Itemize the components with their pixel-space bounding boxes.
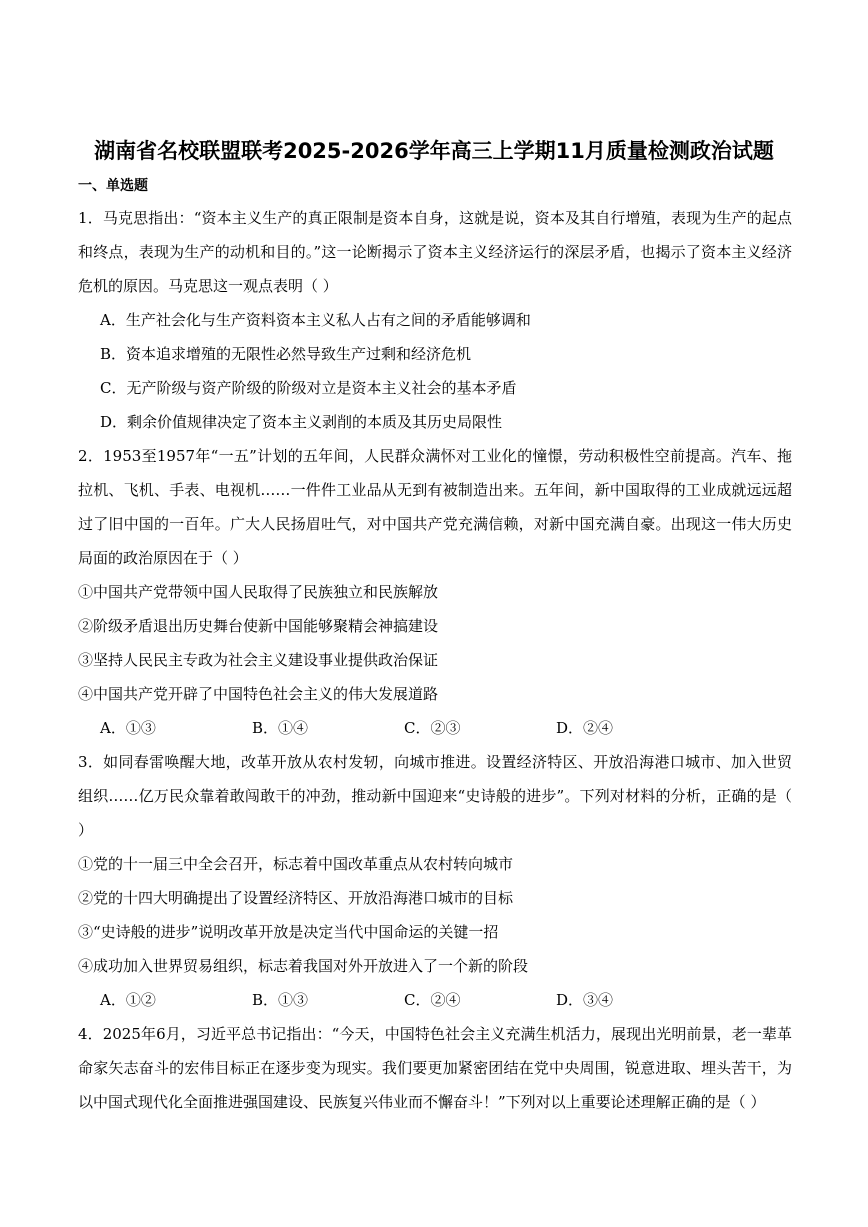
choice-c: C．②③ [404,719,461,737]
choice-row [78,711,792,745]
statement-3: ③“史诗般的进步”说明改革开放是决定当代中国命运的关键一招 [78,923,499,941]
choice-b: B．①③ [252,991,309,1009]
question-3 [78,745,792,1017]
statement-2: ②党的十四大明确提出了设置经济特区、开放沿海港口城市的目标 [78,889,514,907]
question-4 [78,1017,792,1119]
choice-row [78,983,792,1017]
page-title: 湖南省名校联盟联考2025-2026学年高三上学期11月质量检测政治试题 [94,139,774,163]
statement-4: ④中国共产党开辟了中国特色社会主义的伟大发展道路 [78,685,439,703]
choice-a: A．①③ [100,719,156,737]
choice-d: D．③④ [556,991,614,1009]
question-stem: 2．1953至1957年“一五”计划的五年间，人民群众满怀对工业化的憧憬，劳动积极性空前提高。汽车、拖拉机、飞机、手表、电视机……一件件工业品从无到有被制造出来。五年间，新中国取得的工业成就远远超过了旧中国的一百年。广大人民扬眉吐气，对中国共产党充满信赖，对新中国充满自豪。出现这一伟大历史局面的政治原因在于（ ） [78,447,792,567]
question-stem: 3．如同春雷唤醒大地，改革开放从农村发轫，向城市推进。设置经济特区、开放沿海港口城市、加入世贸组织……亿万民众靠着敢闯敢干的冲劲，推动新中国迎来“史诗般的进步”。下列对材料的分析，正确的是（ ） [78,753,792,839]
choice-b: B．①④ [252,719,309,737]
option-a: A．生产社会化与生产资料资本主义私人占有之间的矛盾能够调和 [100,311,531,329]
question-stem: 4．2025年6月，习近平总书记指出：“今天，中国特色社会主义充满生机活力，展现出光明前景，老一辈革命家矢志奋斗的宏伟目标正在逐步变为现实。我们要更加紧密团结在党中央周围，锐意进取、埋头苦干，为以中国式现代化全面推进强国建设、民族复兴伟业而不懈奋斗！”下列对以上重要论述理解正确的是（ ） [78,1025,792,1111]
question-1 [78,201,792,439]
statement-1: ①党的十一届三中全会召开，标志着中国改革重点从农村转向城市 [78,855,514,873]
statement-2: ②阶级矛盾退出历史舞台使新中国能够聚精会神搞建设 [78,617,439,635]
choice-a: A．①② [100,991,156,1009]
statement-4: ④成功加入世界贸易组织，标志着我国对外开放进入了一个新的阶段 [78,957,529,975]
choice-c: C．②④ [404,991,461,1009]
option-b: B．资本追求增殖的无限性必然导致生产过剩和经济危机 [100,345,472,363]
statement-3: ③坚持人民民主专政为社会主义建设事业提供政治保证 [78,651,439,669]
question-stem: 1．马克思指出：“资本主义生产的真正限制是资本自身，这就是说，资本及其自行增殖，表现为生产的起点和终点，表现为生产的动机和目的。”这一论断揭示了资本主义经济运行的深层矛盾，也揭示了资本主义经济危机的原因。马克思这一观点表明（ ） [78,209,792,295]
question-list [78,201,792,1119]
question-2 [78,439,792,745]
statement-1: ①中国共产党带领中国人民取得了民族独立和民族解放 [78,583,439,601]
option-c: C．无产阶级与资产阶级的阶级对立是资本主义社会的基本矛盾 [100,379,517,397]
choice-d: D．②④ [556,719,614,737]
option-d: D．剩余价值规律决定了资本主义剥削的本质及其历史局限性 [100,413,503,431]
section-heading: 一、单选题 [78,178,148,194]
